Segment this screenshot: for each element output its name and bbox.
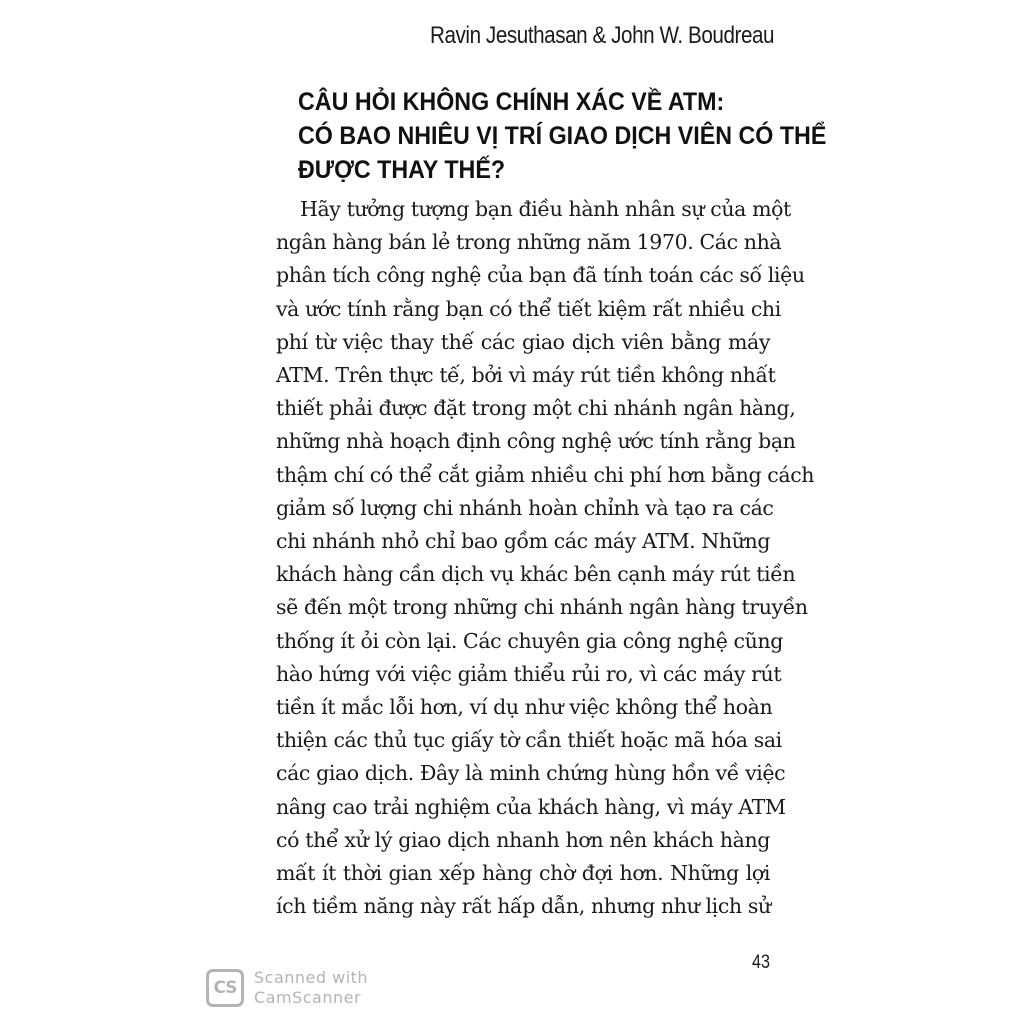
watermark-line: Scanned with — [254, 968, 369, 987]
text-line: thậm chí có thể cắt giảm nhiều chi phí hơn bằng cách — [276, 462, 815, 487]
text-line: Hãy tưởng tượng bạn điều hành nhân sự của một — [300, 197, 791, 221]
camscanner-logo-icon: CS — [206, 969, 244, 1007]
text-line: và ước tính rằng bạn có thể tiết kiệm rất nhiều chi — [276, 296, 781, 321]
text-line: sẽ đến một trong những chi nhánh ngân hàng truyền — [276, 595, 808, 620]
text-line: khách hàng cần dịch vụ khác bên cạnh máy rút tiền — [276, 562, 796, 587]
heading-line: CÓ BAO NHIÊU VỊ TRÍ GIAO DỊCH VIÊN CÓ THỂ — [298, 122, 827, 150]
text-line: chi nhánh nhỏ chỉ bao gồm các máy ATM. Những — [276, 529, 771, 554]
text-line: thiện các thủ tục giấy tờ cần thiết hoặc mã hóa sai — [276, 728, 782, 753]
text-line: hào hứng với việc giảm thiểu rủi ro, vì các máy rút — [276, 661, 782, 686]
text-line: ATM. Trên thực tế, bởi vì máy rút tiền không nhất — [276, 363, 776, 388]
text-line: có thể xử lý giao dịch nhanh hơn nên khách hàng — [276, 827, 770, 852]
running-head: Ravin Jesuthasan & John W. Boudreau — [429, 22, 774, 49]
text-line: phân tích công nghệ của bạn đã tính toán các số liệu — [276, 263, 805, 288]
camscanner-watermark — [206, 966, 368, 1010]
text-line: mất ít thời gian xếp hàng chờ đợi hơn. Những lợi — [276, 861, 770, 886]
text-line: nâng cao trải nghiệm của khách hàng, vì máy ATM — [276, 794, 786, 819]
text-line: thiết phải được đặt trong một chi nhánh ngân hàng, — [276, 396, 796, 421]
page-number: 43 — [752, 952, 770, 973]
text-line: giảm số lượng chi nhánh hoàn chỉnh và tạo ra các — [276, 495, 774, 520]
body-paragraph — [276, 193, 815, 923]
text-line: ngân hàng bán lẻ trong những năm 1970. Các nhà — [276, 230, 782, 255]
watermark-text — [254, 968, 368, 1008]
text-line: các giao dịch. Đây là minh chứng hùng hồn về việc — [276, 761, 786, 786]
heading-line: CÂU HỎI KHÔNG CHÍNH XÁC VỀ ATM: — [298, 88, 725, 116]
text-line: tiền ít mắc lỗi hơn, ví dụ như việc không thể hoàn — [276, 695, 773, 720]
watermark-line: CamScanner — [254, 988, 362, 1007]
text-line: những nhà hoạch định công nghệ ước tính rằng bạn — [276, 429, 796, 454]
text-line: thống ít ỏi còn lại. Các chuyên gia công nghệ cũng — [276, 628, 783, 653]
text-line: phí từ việc thay thế các giao dịch viên bằng máy — [276, 329, 770, 354]
text-line: ích tiềm năng này rất hấp dẫn, nhưng như lịch sử — [276, 894, 771, 919]
heading-line: ĐƯỢC THAY THẾ? — [298, 156, 506, 184]
section-heading — [298, 85, 827, 187]
